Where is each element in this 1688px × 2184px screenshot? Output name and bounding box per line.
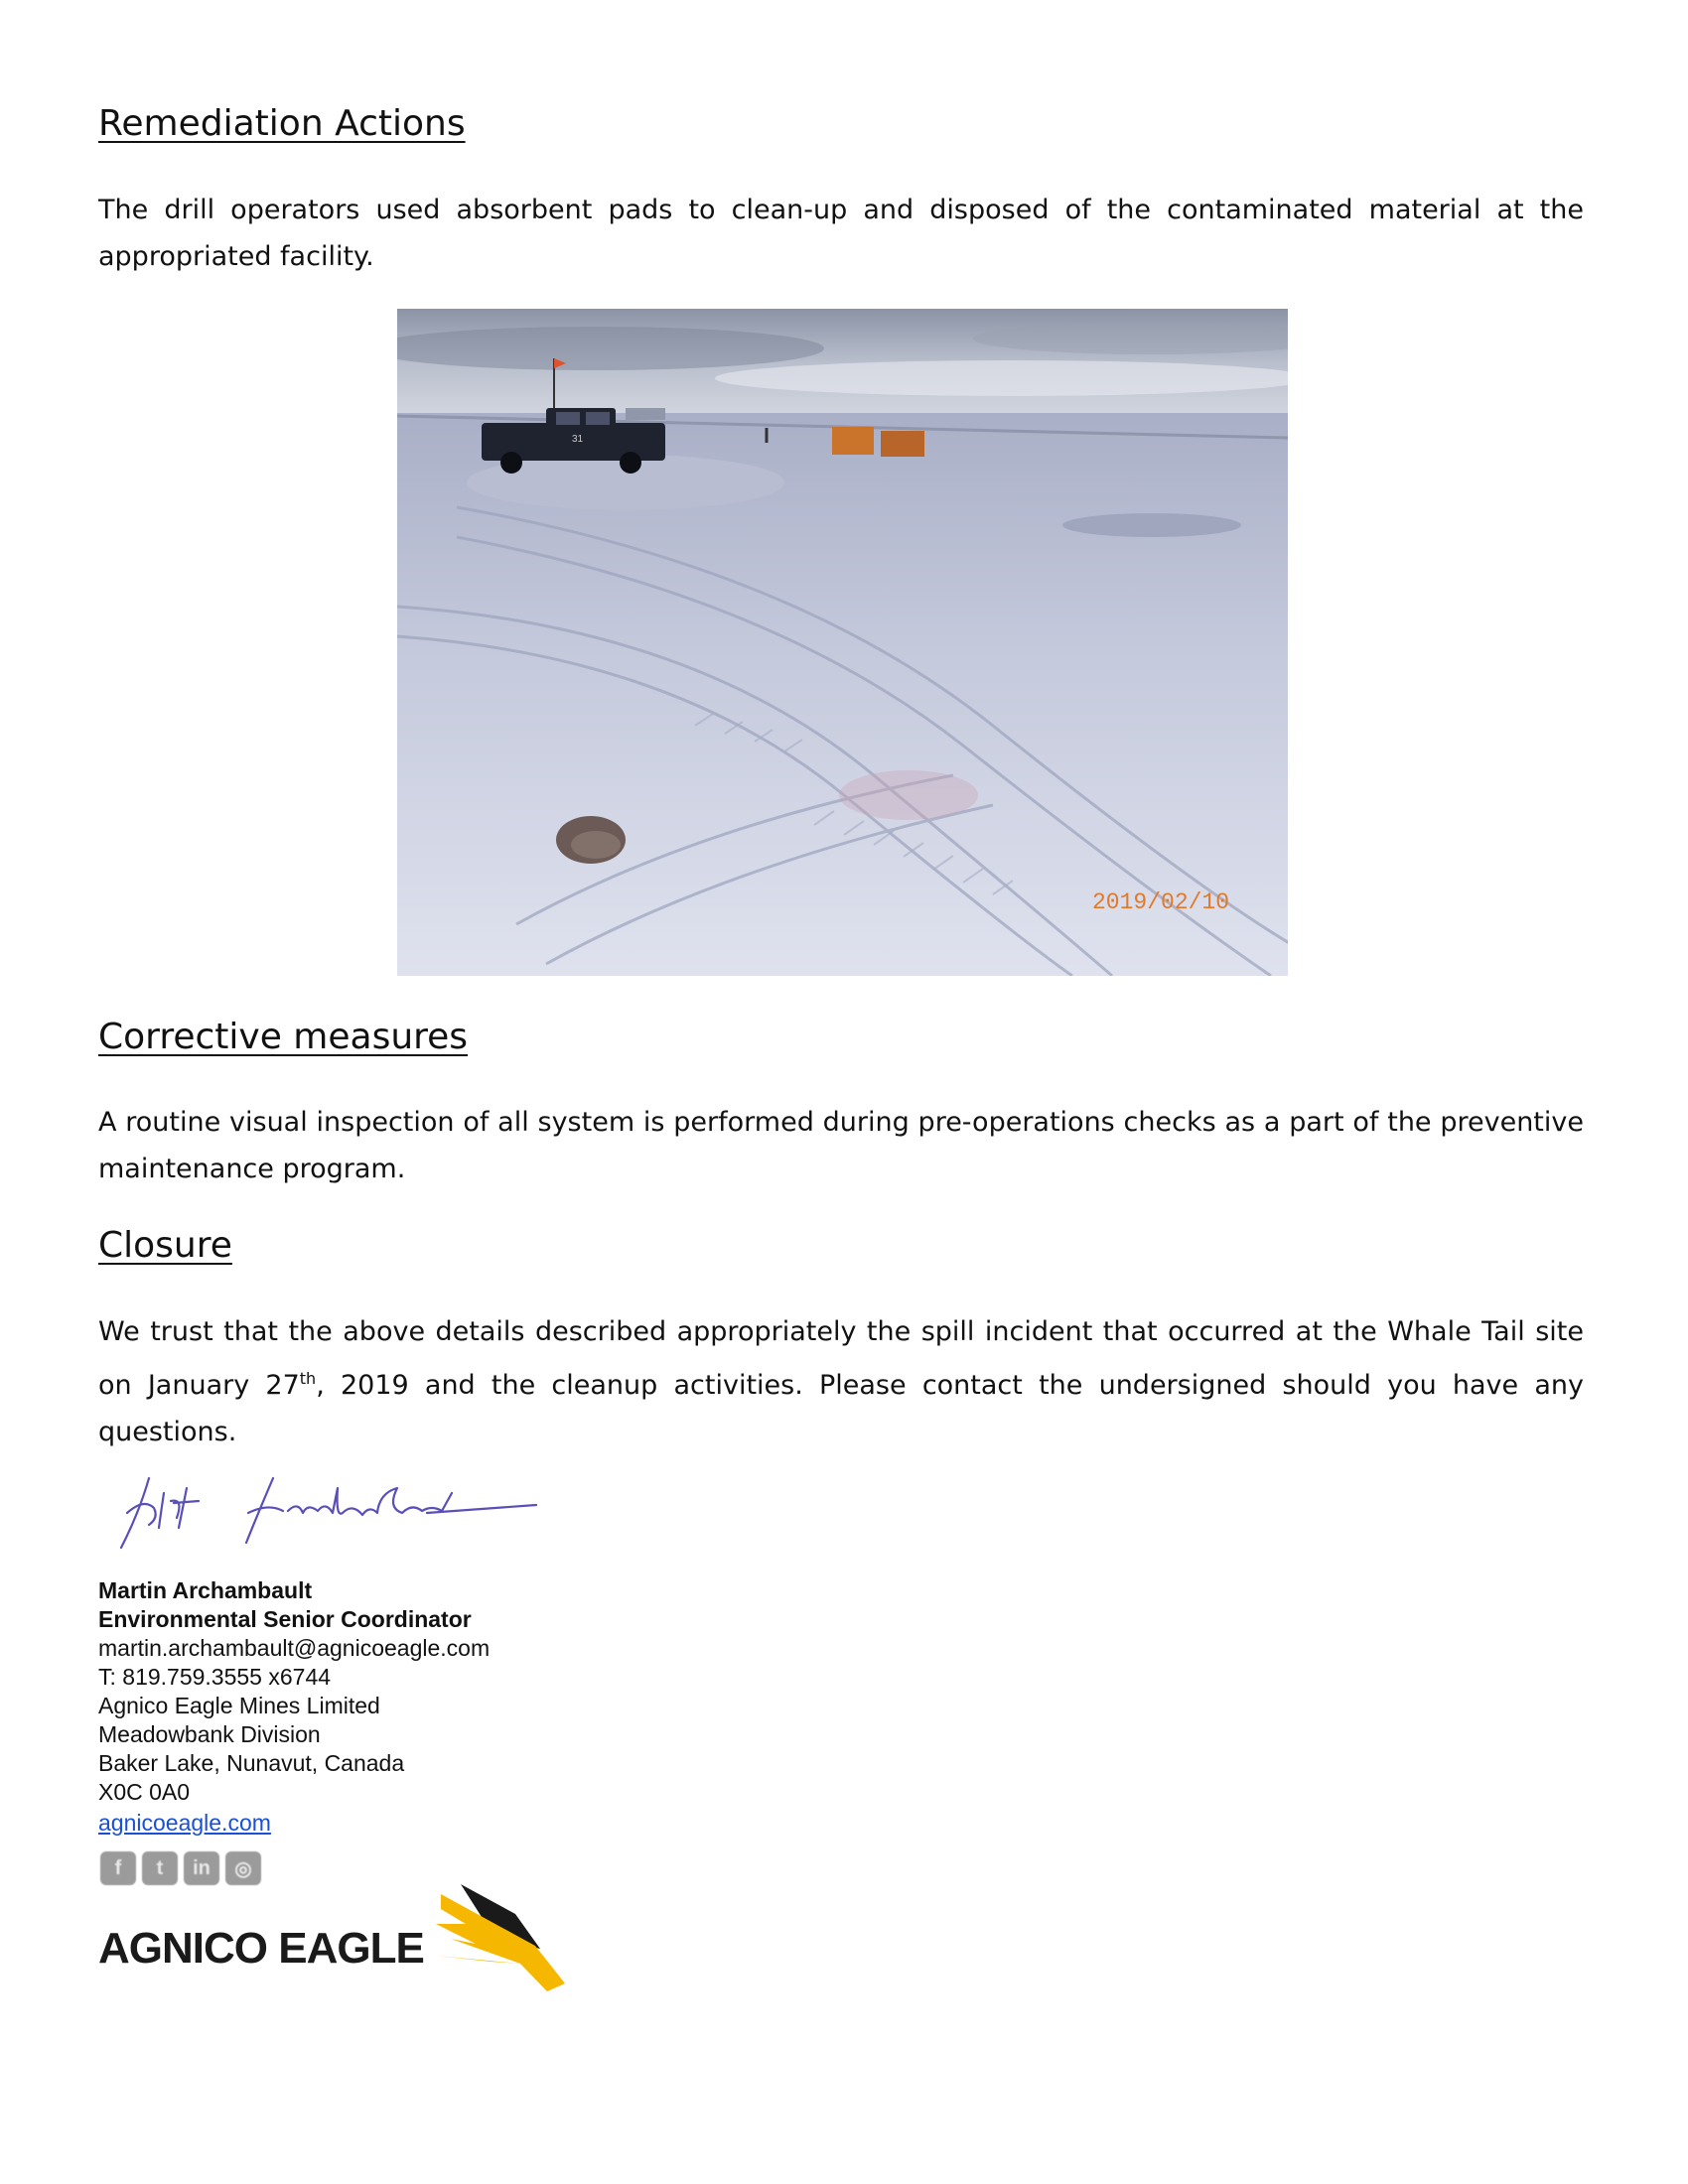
closure-text-part-2: , 2019 and the cleanup activities. Please contact the undersigned should you have any questions. [98, 1370, 1584, 1447]
signer-email[interactable]: martin.archambault@agnicoeagle.com [98, 1635, 491, 1661]
signer-title: Environmental Senior Coordinator [98, 1606, 472, 1632]
company-name: Agnico Eagle Mines Limited [98, 1693, 380, 1718]
social-icons [100, 1851, 261, 1885]
photo-date-stamp: 2019/02/10 [1092, 889, 1230, 915]
signer-phone: T: 819.759.3555 x6744 [98, 1664, 332, 1690]
signature-block [98, 1576, 793, 1807]
closure-superscript: th [299, 1369, 317, 1388]
closure-text [98, 1308, 1584, 1455]
agnico-eagle-logo [98, 1884, 595, 1997]
svg-text:AGNICO EAGLE: AGNICO EAGLE [98, 1924, 424, 1973]
remediation-text: The drill operators used absorbent pads to clean-up and disposed of the contaminated material at the appropriated facility. [98, 195, 1584, 272]
website-line [98, 1809, 793, 1838]
linkedin-icon[interactable]: in [184, 1851, 219, 1885]
location: Baker Lake, Nunavut, Canada [98, 1750, 405, 1776]
corrective-text: A routine visual inspection of all system is performed during pre-operations checks as a part of the preventive maintenance program. [98, 1107, 1584, 1184]
remediation-heading: Remediation Actions [98, 103, 466, 144]
handwritten-signature [109, 1473, 586, 1557]
website-link[interactable]: agnicoeagle.com [98, 1810, 271, 1836]
corrective-heading: Corrective measures [98, 1017, 469, 1057]
truck-number-label: 31 [572, 434, 584, 445]
instagram-icon[interactable]: ◎ [225, 1851, 261, 1885]
twitter-icon[interactable]: t [142, 1851, 178, 1885]
closure-heading: Closure [98, 1225, 232, 1266]
postal-code: X0C 0A0 [98, 1779, 191, 1805]
signer-name: Martin Archambault [98, 1577, 313, 1603]
site-photo [397, 309, 1288, 976]
facebook-icon[interactable]: f [100, 1851, 136, 1885]
division-name: Meadowbank Division [98, 1721, 321, 1747]
closure-text-part-1: We trust that the above details described appropriately the spill incident that occurred at the Whale Tail site on January 27 [98, 1316, 1584, 1401]
